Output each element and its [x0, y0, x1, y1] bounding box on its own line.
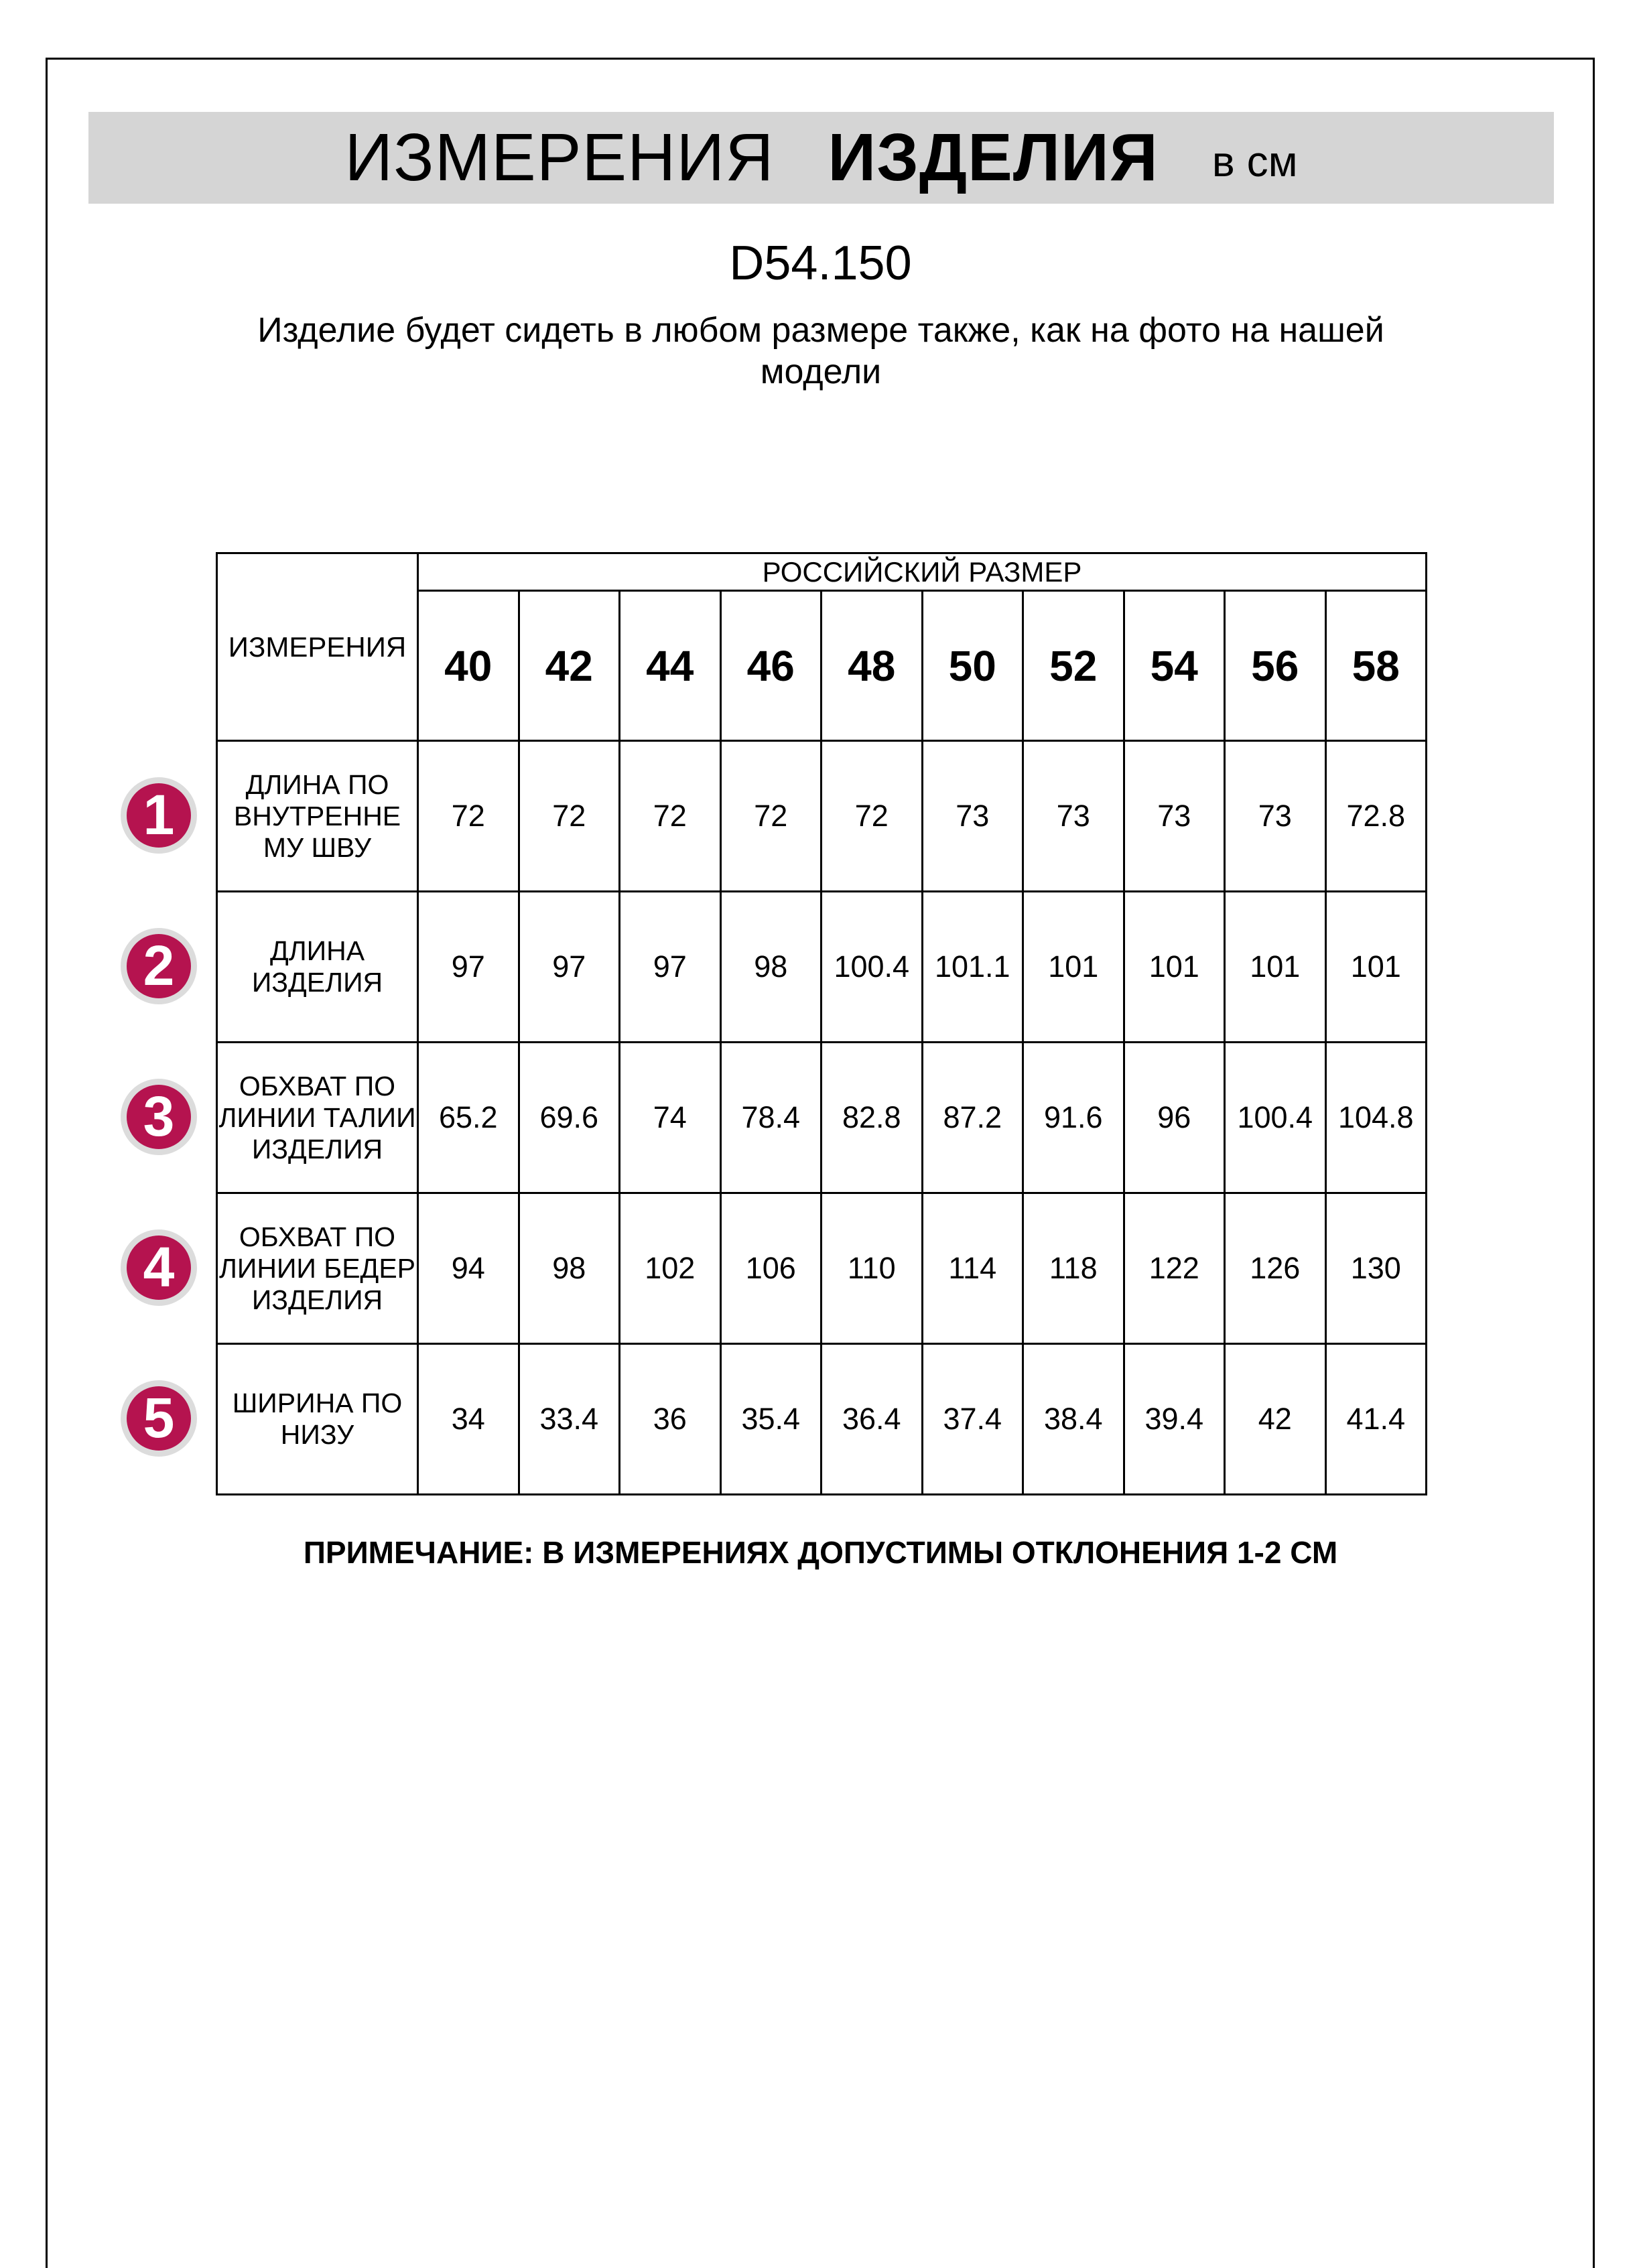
value-cell: 101	[1124, 892, 1225, 1043]
value-cell: 97	[418, 892, 519, 1043]
size-header-50: 50	[922, 591, 1023, 741]
value-cell: 102	[620, 1193, 721, 1344]
value-cell: 72	[822, 741, 923, 892]
value-cell: 122	[1124, 1193, 1225, 1344]
value-cell: 106	[720, 1193, 822, 1344]
value-cell: 96	[1124, 1043, 1225, 1193]
value-cell: 36	[620, 1344, 721, 1495]
value-cell: 73	[1225, 741, 1326, 892]
value-cell: 114	[922, 1193, 1023, 1344]
value-cell: 82.8	[822, 1043, 923, 1193]
value-cell: 72	[620, 741, 721, 892]
value-cell: 130	[1325, 1193, 1427, 1344]
value-cell: 118	[1023, 1193, 1124, 1344]
value-cell: 78.4	[720, 1043, 822, 1193]
value-cell: 36.4	[822, 1344, 923, 1495]
value-cell: 41.4	[1325, 1344, 1427, 1495]
row-label: ОБХВАТ ПО ЛИНИИ БЕДЕР ИЗДЕЛИЯ	[217, 1193, 418, 1344]
value-cell: 73	[1124, 741, 1225, 892]
value-cell: 101.1	[922, 892, 1023, 1043]
size-table	[216, 552, 1427, 1495]
value-cell: 42	[1225, 1344, 1326, 1495]
value-cell: 98	[720, 892, 822, 1043]
row-number-badge: 2	[121, 928, 197, 1004]
value-cell: 101	[1325, 892, 1427, 1043]
value-cell: 126	[1225, 1193, 1326, 1344]
value-cell: 73	[1023, 741, 1124, 892]
value-cell: 38.4	[1023, 1344, 1124, 1495]
table-row	[217, 1344, 1427, 1495]
value-cell: 34	[418, 1344, 519, 1495]
row-label: ОБХВАТ ПО ЛИНИИ ТАЛИИ ИЗДЕЛИЯ	[217, 1043, 418, 1193]
value-cell: 100.4	[822, 892, 923, 1043]
value-cell: 110	[822, 1193, 923, 1344]
subtitle: Изделие будет сидеть в любом размере также, как на фото на нашей модели	[257, 311, 1384, 391]
table-row	[217, 1043, 1427, 1193]
value-cell: 101	[1023, 892, 1124, 1043]
note: ПРИМЕЧАНИЕ: В ИЗМЕРЕНИЯХ ДОПУСТИМЫ ОТКЛОНЕНИЯ 1-2 СМ	[303, 1535, 1338, 1570]
measure-header: ИЗМЕРЕНИЯ	[217, 553, 418, 741]
row-number-badge: 4	[121, 1229, 197, 1306]
value-cell: 97	[519, 892, 620, 1043]
value-cell: 104.8	[1325, 1043, 1427, 1193]
value-cell: 72	[519, 741, 620, 892]
value-cell: 37.4	[922, 1344, 1023, 1495]
value-cell: 33.4	[519, 1344, 620, 1495]
row-label: ДЛИНА ПО ВНУТРЕННЕ МУ ШВУ	[217, 741, 418, 892]
table-body	[217, 741, 1427, 1495]
value-cell: 87.2	[922, 1043, 1023, 1193]
value-cell: 72.8	[1325, 741, 1427, 892]
size-header-56: 56	[1225, 591, 1326, 741]
title-band	[88, 112, 1554, 204]
size-header-46: 46	[720, 591, 822, 741]
title-part-1: ИЗМЕРЕНИЯ	[344, 120, 775, 195]
size-group-header: РОССИЙСКИЙ РАЗМЕР	[418, 553, 1427, 591]
table-row	[217, 1193, 1427, 1344]
value-cell: 100.4	[1225, 1043, 1326, 1193]
value-cell: 74	[620, 1043, 721, 1193]
value-cell: 91.6	[1023, 1043, 1124, 1193]
model-code: D54.150	[729, 237, 912, 290]
size-header-54: 54	[1124, 591, 1225, 741]
size-header-42: 42	[519, 591, 620, 741]
row-number-badge: 5	[121, 1380, 197, 1457]
value-cell: 94	[418, 1193, 519, 1344]
size-header-40: 40	[418, 591, 519, 741]
title-unit: в см	[1211, 137, 1298, 186]
value-cell: 69.6	[519, 1043, 620, 1193]
row-label: ШИРИНА ПО НИЗУ	[217, 1344, 418, 1495]
value-cell: 65.2	[418, 1043, 519, 1193]
value-cell: 35.4	[720, 1344, 822, 1495]
table-row	[217, 892, 1427, 1043]
size-header-58: 58	[1325, 591, 1427, 741]
value-cell: 72	[720, 741, 822, 892]
size-header-52: 52	[1023, 591, 1124, 741]
value-cell: 73	[922, 741, 1023, 892]
row-number-badge: 1	[121, 777, 197, 854]
size-header-44: 44	[620, 591, 721, 741]
size-header-48: 48	[822, 591, 923, 741]
row-label: ДЛИНА ИЗДЕЛИЯ	[217, 892, 418, 1043]
value-cell: 97	[620, 892, 721, 1043]
row-number-badge: 3	[121, 1079, 197, 1155]
value-cell: 101	[1225, 892, 1326, 1043]
value-cell: 98	[519, 1193, 620, 1344]
value-cell: 72	[418, 741, 519, 892]
table-row	[217, 741, 1427, 892]
value-cell: 39.4	[1124, 1344, 1225, 1495]
title-part-2: ИЗДЕЛИЯ	[828, 120, 1159, 195]
